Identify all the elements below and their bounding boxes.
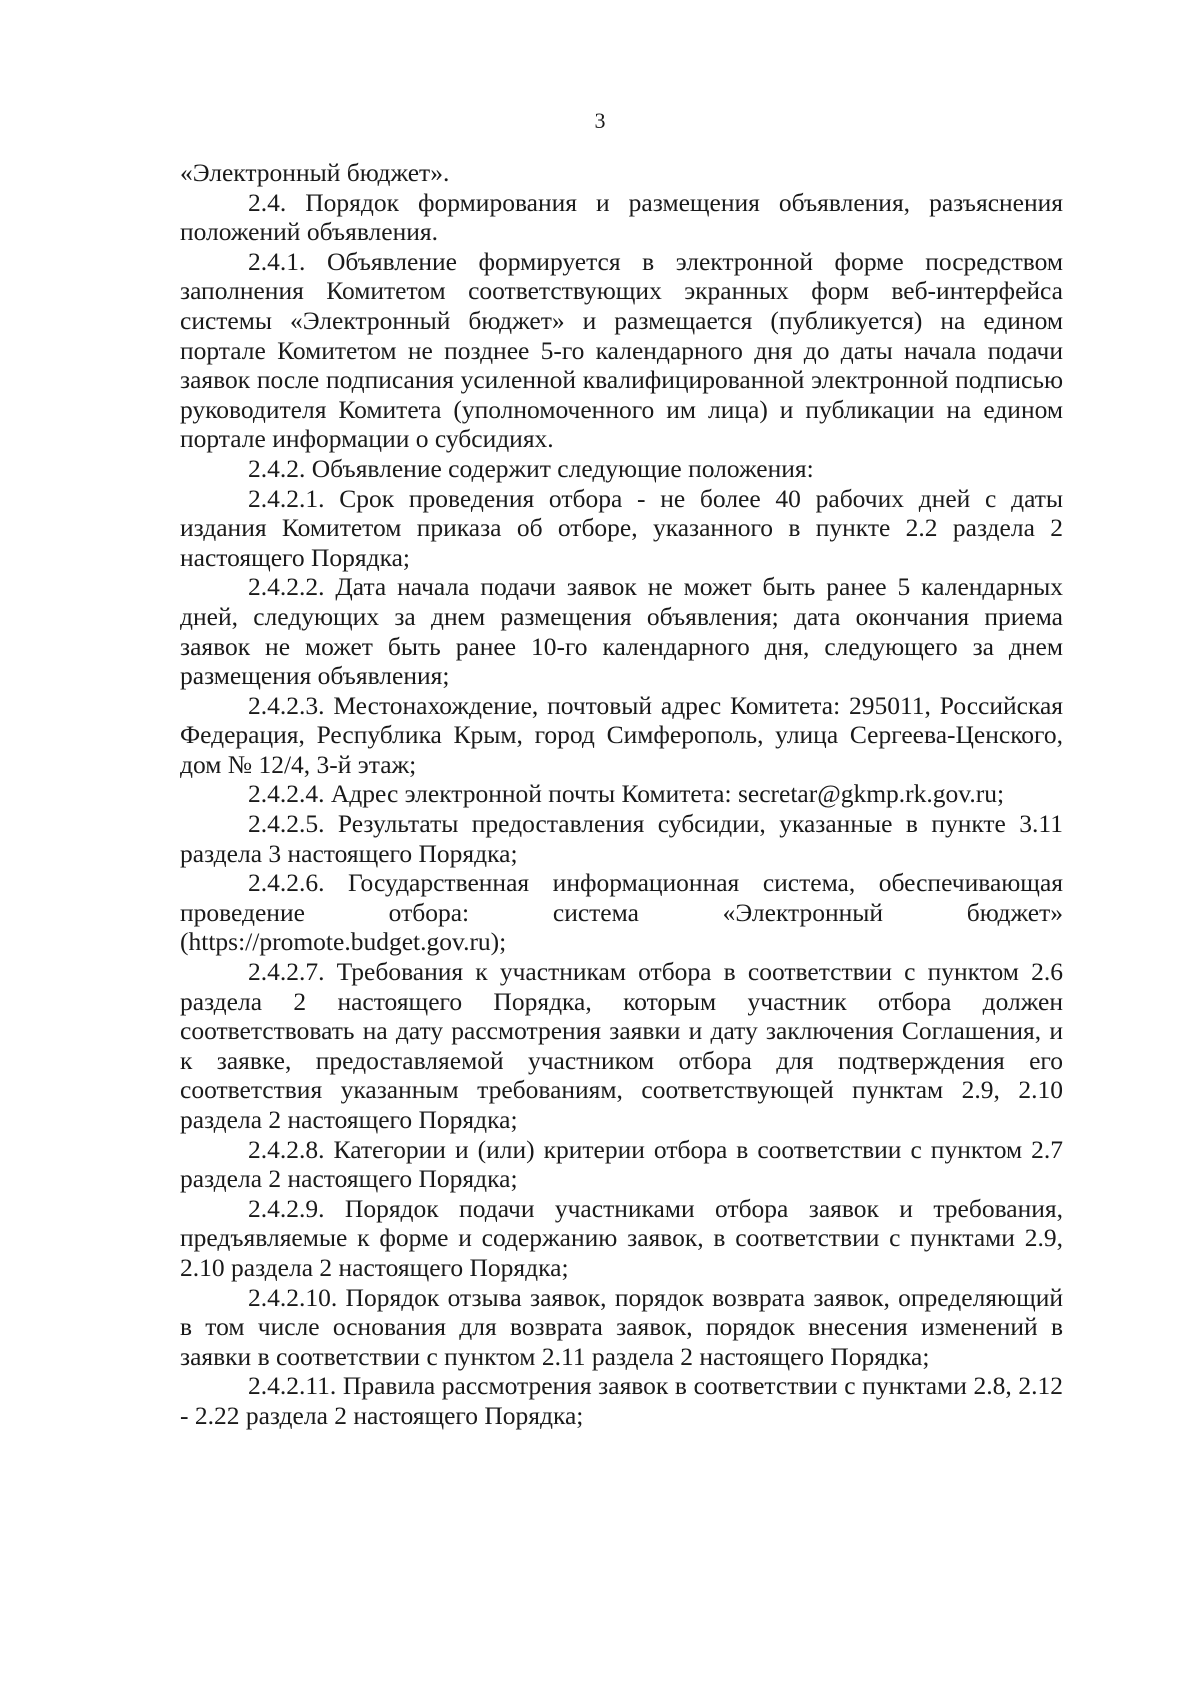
paragraph-2-4-2-10: 2.4.2.10. Порядок отзыва заявок, порядок возврата заявок, определяющий в том числе основания для возврата заявок, порядок внесения изменений в заявки в соответствии с пунктом 2.11 раздела 2 настоящего Порядка; bbox=[180, 1282, 1063, 1371]
paragraph-2-4-2-6: 2.4.2.6. Государственная информационная система, обеспечивающая проведение отбора: система «Электронный бюджет» (https://promote.budget.gov.ru); bbox=[180, 868, 1063, 957]
paragraph-2-4-2-2: 2.4.2.2. Дата начала подачи заявок не может быть ранее 5 календарных дней, следующих за днем размещения объявления; дата окончания приема заявок не может быть ранее 10-го календарного дня, следующего за днем размещения объявления; bbox=[180, 572, 1063, 691]
paragraph-2-4-2-3: 2.4.2.3. Местонахождение, почтовый адрес Комитета: 295011, Российская Федерация, Республика Крым, город Симферополь, улица Сергеева-Ценского, дом № 12/4, 3-й этаж; bbox=[180, 690, 1063, 779]
page-number: 3 bbox=[594, 108, 606, 133]
paragraph-2-4-2-5: 2.4.2.5. Результаты предоставления субсидии, указанные в пункте 3.11 раздела 3 настоящего Порядка; bbox=[180, 809, 1063, 868]
paragraph-2-4-2-7: 2.4.2.7. Требования к участникам отбора в соответствии с пунктом 2.6 раздела 2 настоящего Порядка, которым участник отбора должен соответствовать на дату рассмотрения заявки и дату заключения Соглашения, и к заявке, предоставляемой участником отбора для подтверждения его соответствия указанным требованиям, соответствующей пунктам 2.9, 2.10 раздела 2 настоящего Порядка; bbox=[180, 957, 1063, 1134]
paragraph-2-4-2-9: 2.4.2.9. Порядок подачи участниками отбора заявок и требования, предъявляемые к форме и содержанию заявок, в соответствии с пунктами 2.9, 2.10 раздела 2 настоящего Порядка; bbox=[180, 1193, 1063, 1282]
paragraph-2-4-2: 2.4.2. Объявление содержит следующие положения: bbox=[248, 453, 814, 483]
paragraph-2-4-2-1: 2.4.2.1. Срок проведения отбора - не более 40 рабочих дней с даты издания Комитетом приказа об отборе, указанного в пункте 2.2 раздела 2 настоящего Порядка; bbox=[180, 483, 1063, 572]
paragraph-2-4: 2.4. Порядок формирования и размещения объявления, разъяснения положений объявления. bbox=[180, 187, 1063, 247]
paragraph-2-4-2-11: 2.4.2.11. Правила рассмотрения заявок в соответствии с пунктами 2.8, 2.12 - 2.22 раздела 2 настоящего Порядка; bbox=[180, 1371, 1063, 1430]
paragraph-2-4-1: 2.4.1. Объявление формируется в электронной форме посредством заполнения Комитетом соответствующих экранных форм веб-интерфейса системы «Электронный бюджет» и размещается (публикуется) на едином портале Комитетом не позднее 5-го календарного дня до даты начала подачи заявок после подписания усиленной квалифицированной электронной подписью руководителя Комитета (уполномоченного им лица) и публикации на едином портале информации о субсидиях. bbox=[180, 246, 1063, 454]
paragraph-2-4-2-4: 2.4.2.4. Адрес электронной почты Комитета: secretar@gkmp.rk.gov.ru; bbox=[248, 779, 1005, 809]
paragraph-2-4-2-8: 2.4.2.8. Категории и (или) критерии отбора в соответствии с пунктом 2.7 раздела 2 настоящего Порядка; bbox=[180, 1134, 1063, 1194]
paragraph-continuation: «Электронный бюджет». bbox=[180, 158, 450, 187]
document-body bbox=[180, 158, 1063, 1431]
